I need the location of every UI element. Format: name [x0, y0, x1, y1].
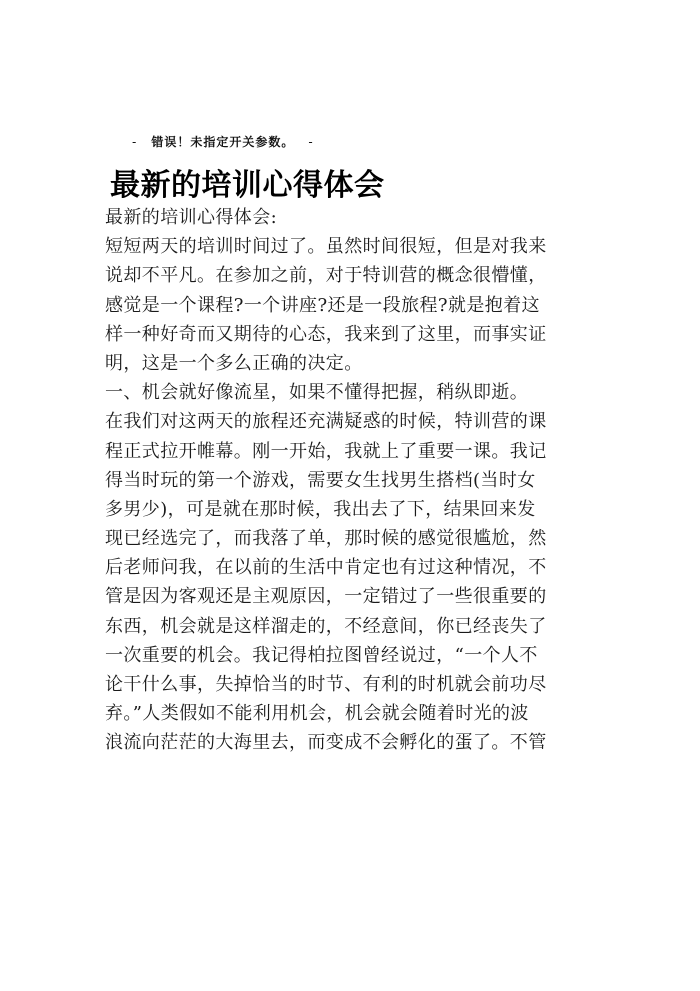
body-line: 短短两天的培训时间过了。虽然时间很短，但是对我来 [105, 236, 547, 258]
body-line: 感觉是一个课程?一个讲座?还是一段旅程?就是抱着这 [105, 294, 540, 316]
body-line: 多男少)，可是就在那时候，我出去了下，结果回来发 [105, 498, 536, 520]
body-line: 在我们对这两天的旅程还充满疑惑的时候，特训营的课 [105, 411, 547, 433]
body-line: 样一种好奇而又期待的心态，我来到了这里，而事实证 [105, 323, 547, 345]
body-line: 东西，机会就是这样溜走的，不经意间，你已经丧失了 [105, 615, 547, 637]
body-line: 一、机会就好像流星，如果不懂得把握，稍纵即逝。 [105, 382, 529, 404]
document-body [105, 203, 595, 758]
body-line: 一次重要的机会。我记得柏拉图曾经说过，“一个人不 [105, 644, 538, 666]
body-line: 明，这是一个多么正确的决定。 [105, 352, 363, 374]
field-error-text: 错误！未指定开关参数。 [151, 135, 295, 149]
document-title: 最新的培训心得体会 [110, 168, 385, 203]
body-line: 最新的培训心得体会: [105, 207, 278, 228]
dash-left: - [132, 135, 138, 149]
dash-right: - [308, 135, 314, 149]
body-line: 得当时玩的第一个游戏，需要女生找男生搭档(当时女 [105, 469, 536, 491]
body-line: 浪流向茫茫的大海里去，而变成不会孵化的蛋了。不管 [105, 732, 547, 754]
body-line: 管是因为客观还是主观原因，一定错过了一些很重要的 [105, 586, 547, 608]
body-line: 程正式拉开帷幕。刚一开始，我就上了重要一课。我记 [105, 440, 547, 462]
body-line: 弃。”人类假如不能利用机会，机会就会随着时光的波 [105, 703, 529, 725]
body-line: 现已经选完了，而我落了单，那时候的感觉很尴尬，然 [105, 528, 547, 550]
body-line: 说却不平凡。在参加之前，对于特训营的概念很懵懂， [105, 265, 547, 287]
body-line: 后老师问我，在以前的生活中肯定也有过这种情况，不 [105, 557, 547, 579]
field-error-note [118, 133, 328, 150]
body-line: 论干什么事，失掉恰当的时节、有利的时机就会前功尽 [105, 674, 547, 695]
